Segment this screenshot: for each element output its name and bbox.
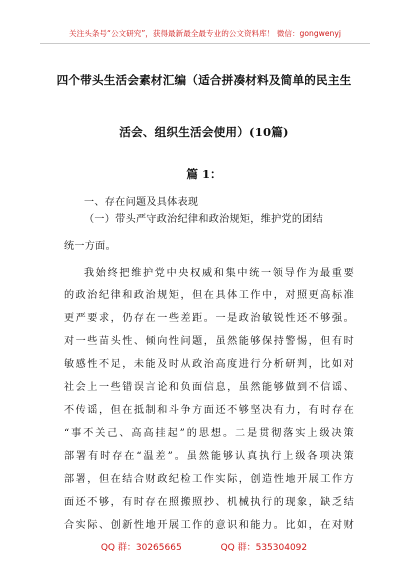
body-line: 对一些苗头性、倾向性问题，虽然能够保持警惕，但有时 [64,336,354,347]
body-line: 部署有时存在“温差”。虽然能够认真执行上级各项决策 [64,451,354,462]
body-line: 合实际、创新性地开展工作的意识和能力。比如，在对财 [64,520,354,531]
body-line: 不传谣，但在抵制和斗争方面还不够坚决有力，有时存在 [64,405,354,416]
header-text: 关注头条号“公文研究”，获得最新最全最专业的公文资料库！ 微信：gongwenyj [69,29,341,38]
body-line: 更严要求，仍存在一些差距。一是政治敏锐性还不够强。 [64,313,354,324]
body-line: 一、存在问题及具体表现 [84,197,199,208]
body-line: （一）带头严守政治纪律和政治规矩，维护党的团结 [84,214,324,225]
body-line: 统一方面。 [64,241,116,252]
body-line: 社会上一些错误言论和负面信息，虽然能够做到不信谣、 [64,382,354,393]
page-header [40,21,370,44]
footer-qq-group-2: QQ 群：535304092 [220,543,308,553]
body-line: 我始终把维护党中央权威和集中统一领导作为最重要 [84,268,354,279]
body-line: 敏感性不足，未能及时从政治高度进行分析研判，比如对 [64,359,354,370]
document-title-line-1: 四个带头生活会素材汇编（适合拼凑材料及简单的民主生 [56,73,352,87]
page-footer [0,540,408,553]
body-line: “事不关己、高高挂起”的思想。二是贯彻落实上级决策 [64,428,354,439]
body-line: 的政治纪律和政治规矩，但在具体工作中，对照更高标准 [64,290,354,301]
document-title-line-2: 活会、组织生活会使用）(10篇) [119,125,289,139]
footer-qq-group-1: QQ 群：30265665 [100,543,182,553]
body-line: 部署，但在结合财政纪检工作实际，创造性地开展工作方 [64,474,354,485]
body-line: 面还不够，有时存在照搬照抄、机械执行的现象，缺乏结 [64,497,354,508]
section-heading: 篇 1： [186,167,222,181]
